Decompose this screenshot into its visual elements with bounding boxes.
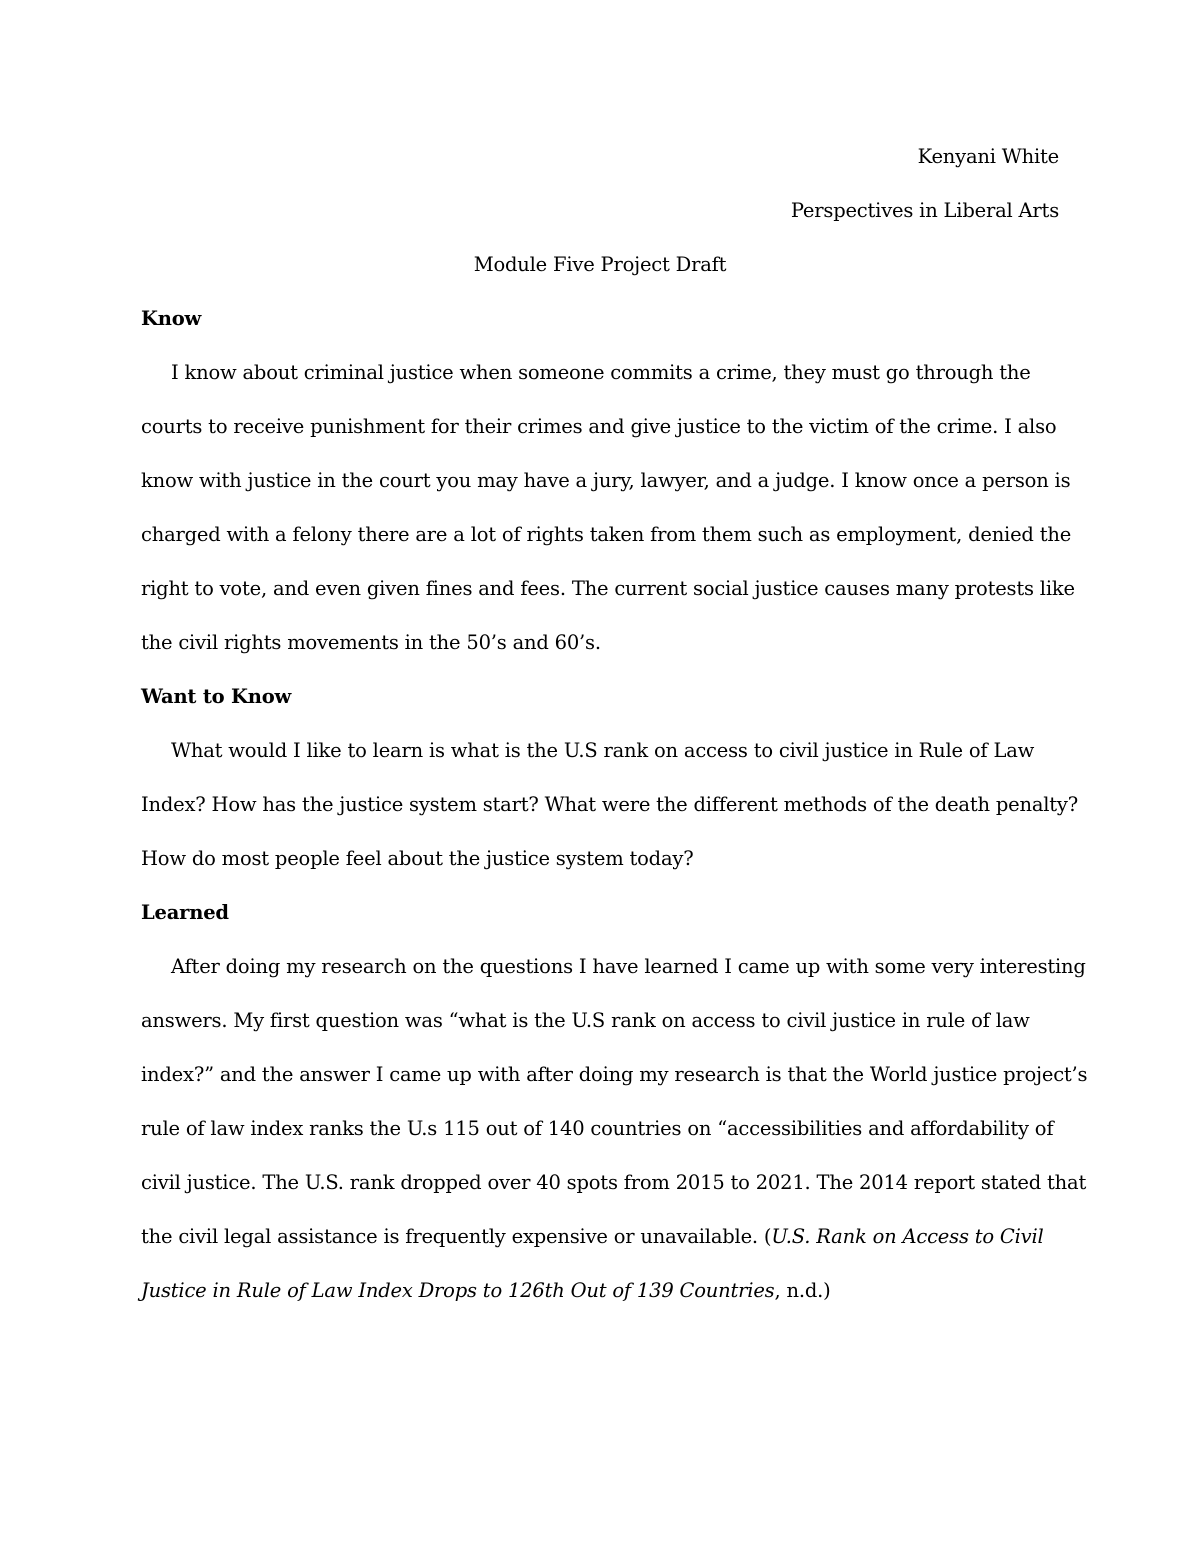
citation-title: Justice in Rule of Law Index Drops to 126th Out of 139 Countries xyxy=(141,1279,775,1302)
want-to-know-line: How do most people feel about the justice system today? xyxy=(141,847,694,870)
know-line: charged with a felony there are a lot of rights taken from them such as employment, denied the xyxy=(141,523,1072,546)
learned-line: civil justice. The U.S. rank dropped over 40 spots from 2015 to 2021. The 2014 report stated that xyxy=(141,1171,1087,1194)
learned-line: After doing my research on the questions I have learned I came up with some very interesting xyxy=(171,955,1086,978)
section-heading-learned: Learned xyxy=(141,901,229,924)
learned-line: answers. My first question was “what is the U.S rank on access to civil justice in rule of law xyxy=(141,1009,1030,1032)
know-line: the civil rights movements in the 50’s and 60’s. xyxy=(141,631,601,654)
course-name: Perspectives in Liberal Arts xyxy=(790,199,1059,222)
section-heading-know: Know xyxy=(141,307,202,330)
learned-line: rule of law index ranks the U.s 115 out of 140 countries on “accessibilities and affordability of xyxy=(141,1117,1054,1140)
citation-line xyxy=(141,1225,1044,1249)
document-title: Module Five Project Draft xyxy=(473,253,727,276)
know-line: I know about criminal justice when someone commits a crime, they must go through the xyxy=(171,361,1031,384)
section-heading-want-to-know: Want to Know xyxy=(141,685,292,708)
citation-lead-text: the civil legal assistance is frequently expensive or unavailable. ( xyxy=(141,1225,772,1248)
citation-title: U.S. Rank on Access to Civil xyxy=(771,1225,1044,1248)
know-line: know with justice in the court you may have a jury, lawyer, and a judge. I know once a person is xyxy=(141,469,1071,492)
know-line: courts to receive punishment for their crimes and give justice to the victim of the crime. I also xyxy=(141,415,1057,438)
learned-line: index?” and the answer I came up with after doing my research is that the World justice project’s xyxy=(141,1063,1088,1086)
want-to-know-line: Index? How has the justice system start? What were the different methods of the death penalty? xyxy=(141,793,1078,816)
know-line: right to vote, and even given fines and fees. The current social justice causes many protests like xyxy=(141,577,1075,600)
citation-line xyxy=(141,1279,831,1303)
author-name: Kenyani White xyxy=(917,145,1059,168)
want-to-know-line: What would I like to learn is what is the U.S rank on access to civil justice in Rule of Law xyxy=(171,739,1035,762)
citation-tail-text: , n.d.) xyxy=(774,1279,831,1302)
